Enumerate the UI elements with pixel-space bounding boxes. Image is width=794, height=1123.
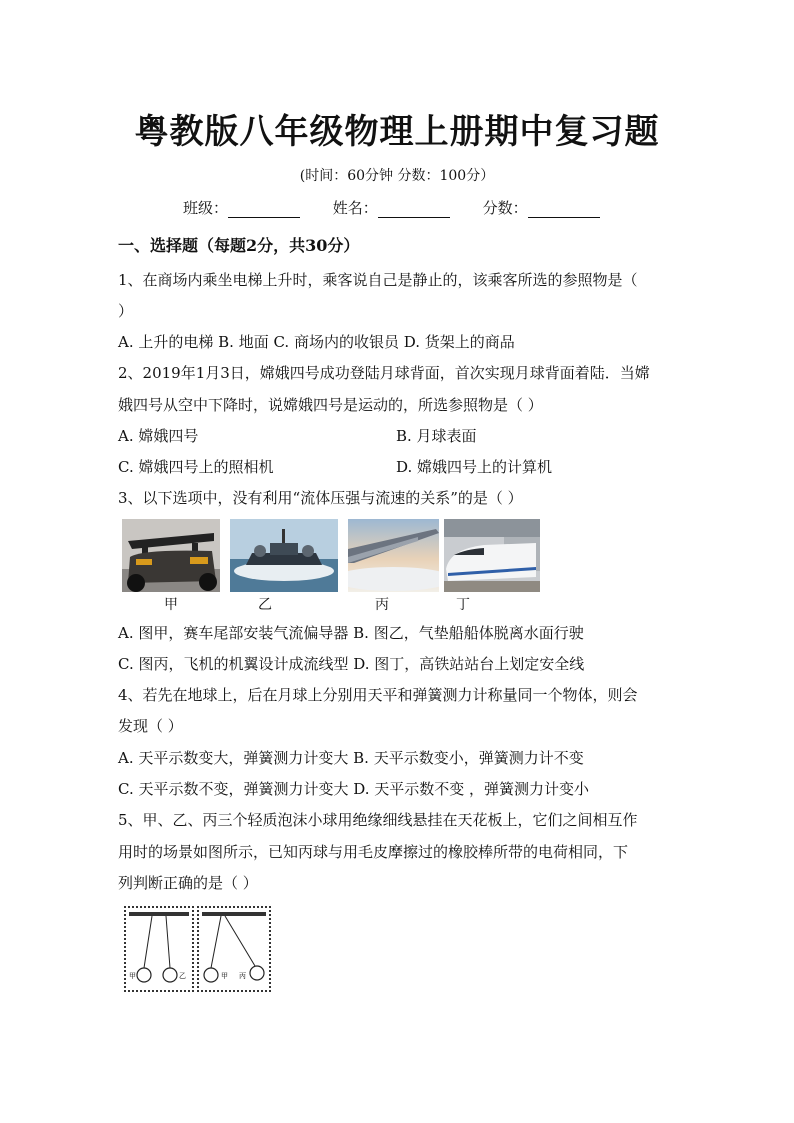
fig-label-jia-2: 甲: [221, 972, 228, 980]
airplane-wing-image: [348, 519, 439, 592]
caption-bing: 丙: [375, 597, 389, 613]
class-label: 班级：: [183, 199, 229, 217]
page-title: 粤教版八年级物理上册期中复习题: [134, 112, 660, 152]
hovercraft-image: [230, 519, 338, 592]
name-blank[interactable]: [378, 203, 450, 218]
question-3-stem: 3、以下选项中，没有利用“流体压强与流速的关系”的是（ ）: [118, 489, 523, 507]
caption-jia: 甲: [164, 597, 178, 613]
question-2-line1: 2、2019年1月3日，嫦娥四号成功登陆月球背面，首次实现月球背面着陆．当嫦: [118, 364, 650, 382]
caption-yi: 乙: [258, 597, 272, 613]
question-5-line2: 用时的场景如图所示，已知丙球与用毛皮摩擦过的橡胶棒所带的电荷相同，下: [118, 843, 629, 861]
class-blank[interactable]: [228, 203, 300, 218]
question-2-option-b: B. 月球表面: [396, 427, 477, 445]
question-4-line1: 4、若先在地球上，后在月球上分别用天平和弹簧测力计称量同一个物体，则会: [118, 686, 638, 704]
caption-ding: 丁: [456, 597, 470, 613]
exam-subtitle: (时间：60分钟 分数：100分）: [299, 168, 495, 184]
fig-label-bing: 丙: [239, 972, 246, 980]
question-2-option-d: D. 嫦娥四号上的计算机: [396, 458, 553, 476]
ball-figure-right: [197, 906, 271, 992]
question-4-options-ab: A. 天平示数变大，弹簧测力计变大 B. 天平示数变小，弹簧测力计不变: [118, 749, 584, 767]
question-3-options-ab: A. 图甲，赛车尾部安装气流偏导器 B. 图乙，气垫船船体脱离水面行驶: [118, 624, 584, 642]
high-speed-train-image: [444, 519, 540, 592]
score-label: 分数：: [482, 199, 528, 217]
question-4-line2: 发现（ ）: [118, 717, 183, 735]
question-2-option-a: A. 嫦娥四号: [118, 427, 199, 445]
question-5-line3: 列判断正确的是（ ）: [118, 874, 258, 892]
fig-label-yi: 乙: [179, 972, 186, 980]
question-2-line2: 娥四号从空中下降时，说嫦娥四号是运动的，所选参照物是（ ）: [118, 396, 543, 414]
race-car-image: [122, 519, 220, 592]
question-1-stem: 1、在商场内乘坐电梯上升时，乘客说自己是静止的，该乘客所选的参照物是（: [118, 271, 638, 289]
question-2-option-c: C. 嫦娥四号上的照相机: [118, 458, 274, 476]
ball-figure-left: [124, 906, 194, 992]
section-heading: 一、选择题（每题2分，共30分）: [118, 236, 360, 255]
question-3-options-cd: C. 图丙，飞机的机翼设计成流线型 D. 图丁，高铁站站台上划定安全线: [118, 655, 585, 673]
fig-label-jia-1: 甲: [129, 972, 136, 980]
question-1-options: A. 上升的电梯 B. 地面 C. 商场内的收银员 D. 货架上的商品: [118, 333, 515, 351]
student-info-row: [183, 197, 628, 218]
question-5-line1: 5、甲、乙、丙三个轻质泡沫小球用绝缘细线悬挂在天花板上，它们之间相互作: [118, 811, 638, 829]
question-4-options-cd: C. 天平示数不变，弹簧测力计变大 D. 天平示数不变 ，弹簧测力计变小: [118, 780, 590, 798]
score-blank[interactable]: [528, 203, 600, 218]
question-1-stem-end: ）: [118, 302, 134, 320]
name-label: 姓名：: [332, 199, 378, 217]
